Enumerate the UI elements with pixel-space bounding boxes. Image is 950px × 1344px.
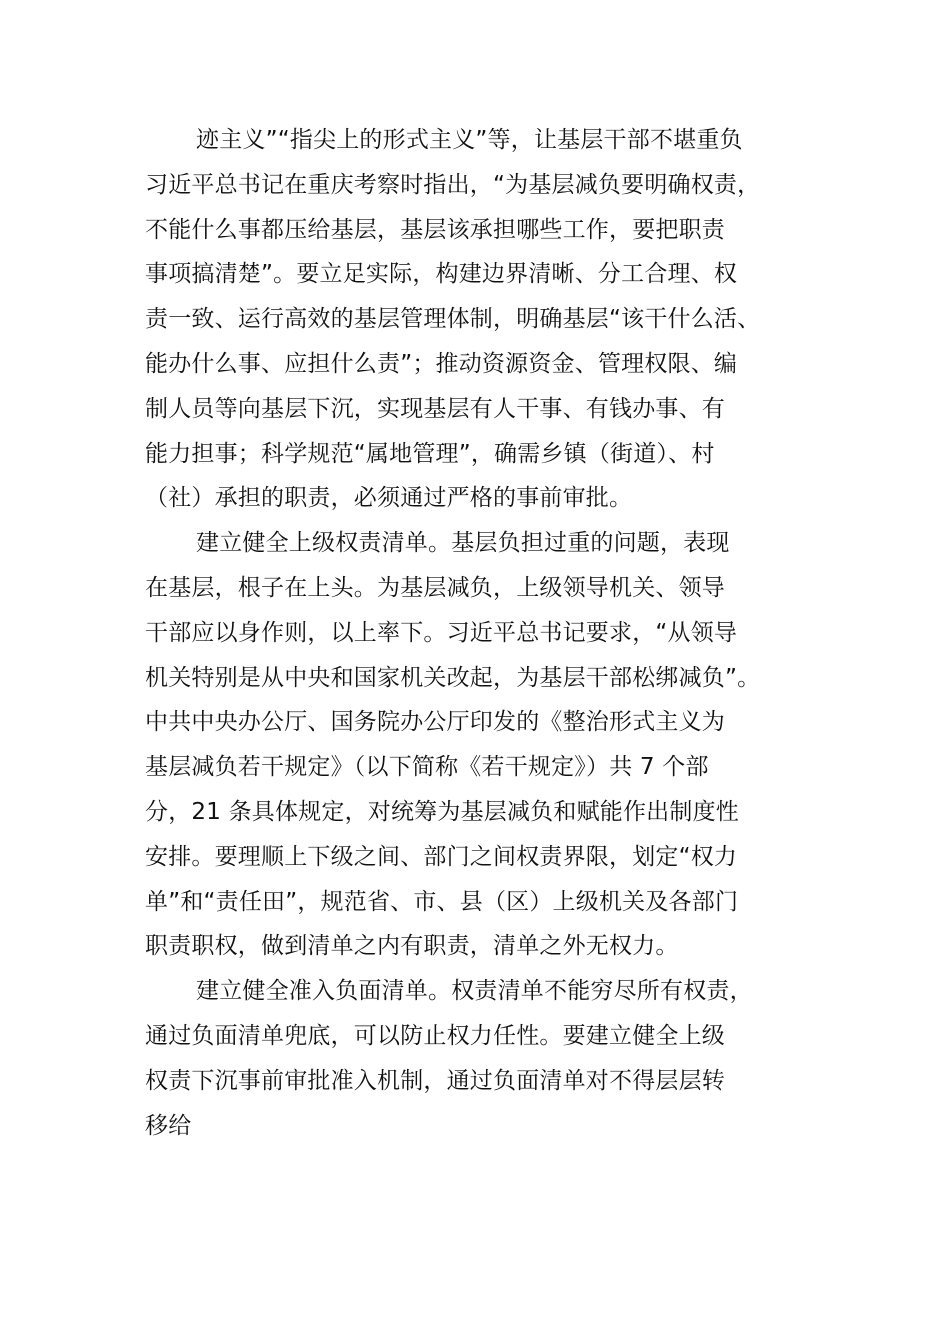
document-page — [145, 118, 845, 1148]
text-line: 中共中央办公厅、国务院办公厅印发的《整治形式主义为 — [145, 709, 725, 736]
text-line: 通过负面清单兜底，可以防止权力任性。要建立健全上级 — [145, 1022, 725, 1049]
text-line: 能办什么事、应担什么责”；推动资源资金、管理权限、编 — [145, 350, 738, 377]
text-line: 责一致、运行高效的基层管理体制，明确基层“该干什么活、 — [145, 306, 761, 333]
text-line: 在基层，根子在上头。为基层减负，上级领导机关、领导 — [145, 574, 725, 601]
text-line: 制人员等向基层下沉，实现基层有人干事、有钱办事、有 — [145, 395, 725, 422]
text-line: 习近平总书记在重庆考察时指出，“为基层减负要明确权责， — [145, 171, 761, 198]
text-line: 不能什么事都压给基层，基层该承担哪些工作，要把职责 — [145, 216, 725, 243]
text-line: 移给 — [145, 1112, 192, 1139]
text-line: 干部应以身作则，以上率下。习近平总书记要求，“从领导 — [145, 619, 738, 646]
paragraph-heading-line: 建立健全准入负面清单。权责清单不能穷尽所有权责， — [196, 978, 753, 1005]
text-line: 职责职权，做到清单之内有职责，清单之外无权力。 — [145, 933, 679, 960]
text-line: （社）承担的职责，必须通过严格的事前审批。 — [145, 485, 633, 512]
paragraph-heading-line: 建立健全上级权责清单。基层负担过重的问题，表现 — [196, 530, 730, 557]
text-line: 权责下沉事前审批准入机制，通过负面清单对不得层层转 — [145, 1067, 725, 1094]
text-line: 事项搞清楚”。要立足实际，构建边界清晰、分工合理、权 — [145, 261, 738, 288]
text-line: 能力担事；科学规范“属地管理”，确需乡镇（街道）、村 — [145, 440, 715, 467]
text-line: 迹主义”“指尖上的形式主义”等，让基层干部不堪重负 — [196, 127, 743, 153]
text-line: 基层减负若干规定》（以下简称《若干规定》）共 7 个部 — [145, 754, 709, 781]
text-line: 分，21 条具体规定，对统筹为基层减负和赋能作出制度性 — [145, 798, 739, 825]
text-line: 安排。要理顺上下级之间、部门之间权责界限，划定“权力 — [145, 843, 738, 870]
text-line: 机关特别是从中央和国家机关改起，为基层干部松绑减负”。 — [145, 664, 761, 691]
text-line: 单”和“责任田”，规范省、市、县（区）上级机关及各部门 — [145, 888, 739, 915]
